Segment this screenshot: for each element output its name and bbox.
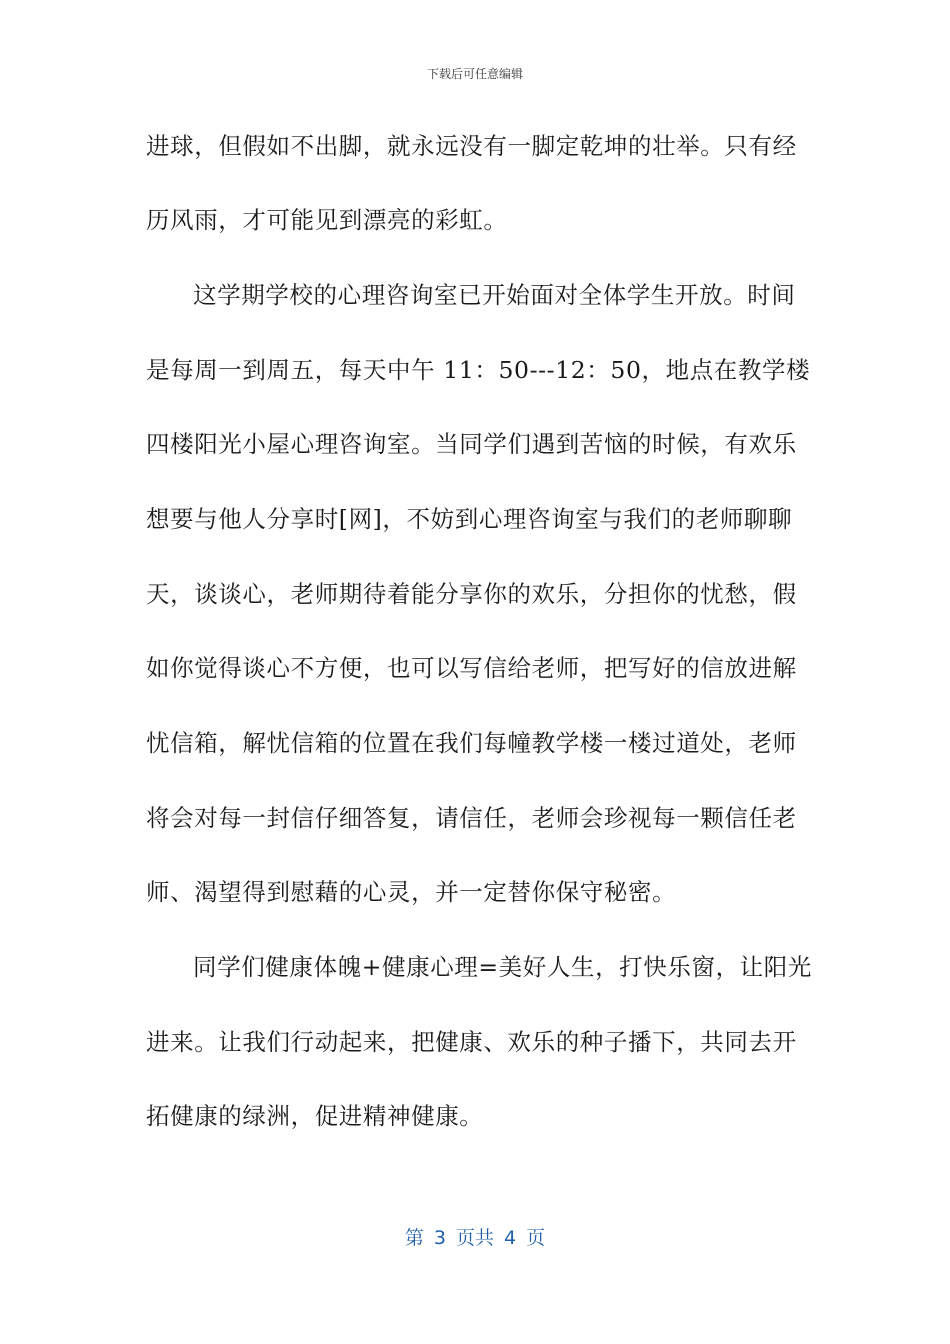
text-line: 如你觉得谈心不方便，也可以写信给老师，把写好的信放进解	[146, 654, 797, 682]
text-line: 是每周一到周五，每天中午 11：50---12：50，地点在教学楼	[146, 356, 811, 384]
text-line: 进来。让我们行动起来，把健康、欢乐的种子播下，共同去开	[146, 1028, 797, 1056]
text-line: 四楼阳光小屋心理咨询室。当同学们遇到苦恼的时候，有欢乐	[146, 430, 797, 458]
text-line: 想要与他人分享时[网]，不妨到心理咨询室与我们的老师聊聊	[146, 505, 793, 533]
text-line: 忧信箱，解忧信箱的位置在我们每幢教学楼一楼过道处，老师	[146, 729, 797, 757]
text-line: 历风雨，才可能见到漂亮的彩虹。	[146, 206, 508, 234]
text-line: 师、渴望得到慰藉的心灵，并一定替你保守秘密。	[146, 878, 677, 906]
text-line: 将会对每一封信仔细答复，请信任，老师会珍视每一颗信任老	[146, 804, 797, 832]
paragraph-first-line: 同学们健康体魄+健康心理=美好人生，打快乐窗，让阳光	[193, 953, 812, 981]
text-line: 进球，但假如不出脚，就永远没有一脚定乾坤的壮举。只有经	[146, 132, 797, 160]
page-header: 下载后可任意编辑	[426, 67, 523, 81]
text-line: 天，谈谈心，老师期待着能分享你的欢乐，分担你的忧愁，假	[146, 580, 797, 608]
page-footer: 第 3 页共 4 页	[404, 1227, 546, 1249]
text-line: 拓健康的绿洲，促进精神健康。	[146, 1102, 484, 1130]
paragraph-first-line: 这学期学校的心理咨询室已开始面对全体学生开放。时间	[193, 281, 796, 309]
